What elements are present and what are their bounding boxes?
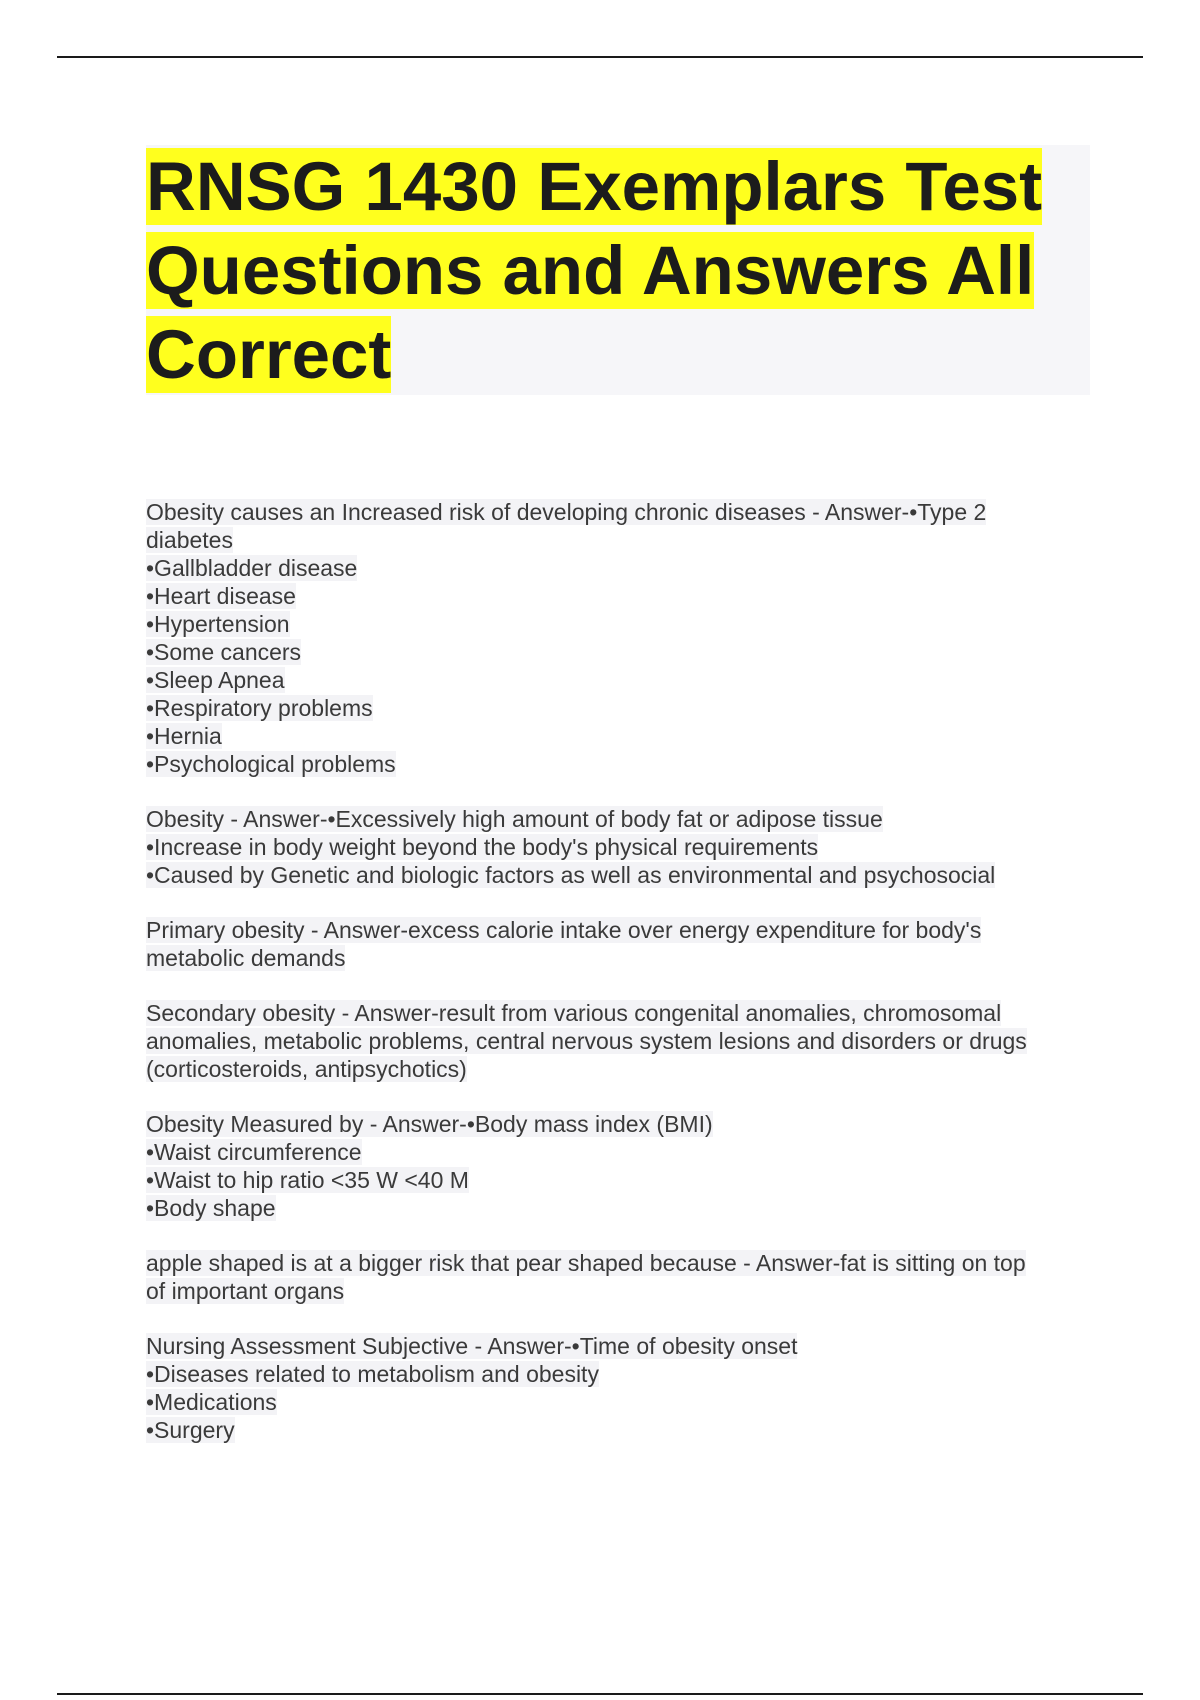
qa-line: •Caused by Genetic and biologic factors as well as environmental and psychosocial xyxy=(146,862,996,888)
qa-line: •Hernia xyxy=(146,723,222,749)
qa-line: •Increase in body weight beyond the body's physical requirements xyxy=(146,834,819,860)
qa-line: Primary obesity - Answer-excess calorie intake over energy expenditure for body's xyxy=(146,917,982,943)
title-line-3: Correct xyxy=(146,316,392,393)
qa-line: •Respiratory problems xyxy=(146,695,373,721)
qa-line: •Waist to hip ratio <35 W <40 M xyxy=(146,1167,469,1193)
qa-line: apple shaped is at a bigger risk that pear shaped because - Answer-fat is sitting on top xyxy=(146,1250,1026,1276)
qa-line: •Surgery xyxy=(146,1417,235,1443)
qa-line: anomalies, metabolic problems, central nervous system lesions and disorders or drugs xyxy=(146,1028,1027,1054)
top-rule xyxy=(57,56,1143,58)
qa-line: of important organs xyxy=(146,1278,345,1304)
qa-line: •Gallbladder disease xyxy=(146,555,358,581)
qa-line: •Body shape xyxy=(146,1195,276,1221)
document-title xyxy=(146,145,1090,397)
qa-entry-obesity-definition xyxy=(146,805,1086,889)
qa-entry-obesity-risks xyxy=(146,498,1086,778)
title-line-2: Questions and Answers All xyxy=(146,232,1035,309)
qa-line: •Diseases related to metabolism and obesity xyxy=(146,1361,599,1387)
bottom-rule xyxy=(57,1693,1143,1695)
qa-line: •Waist circumference xyxy=(146,1139,362,1165)
qa-line: •Medications xyxy=(146,1389,277,1415)
qa-line: Obesity causes an Increased risk of developing chronic diseases - Answer-•Type 2 xyxy=(146,499,987,525)
qa-entry-nursing-assessment xyxy=(146,1332,1086,1444)
qa-line: Obesity Measured by - Answer-•Body mass index (BMI) xyxy=(146,1111,713,1137)
qa-line: •Some cancers xyxy=(146,639,302,665)
qa-line: metabolic demands xyxy=(146,945,346,971)
qa-entry-secondary-obesity xyxy=(146,999,1086,1083)
qa-list xyxy=(146,498,1086,1471)
qa-line: (corticosteroids, antipsychotics) xyxy=(146,1056,467,1082)
qa-line: •Sleep Apnea xyxy=(146,667,285,693)
qa-line: Nursing Assessment Subjective - Answer-•Time of obesity onset xyxy=(146,1333,798,1359)
qa-entry-primary-obesity xyxy=(146,916,1086,972)
qa-line: •Hypertension xyxy=(146,611,290,637)
qa-line: •Psychological problems xyxy=(146,751,396,777)
qa-line: •Heart disease xyxy=(146,583,296,609)
qa-line: diabetes xyxy=(146,527,233,553)
qa-entry-obesity-measured xyxy=(146,1110,1086,1222)
qa-line: Secondary obesity - Answer-result from various congenital anomalies, chromosomal xyxy=(146,1000,1002,1026)
qa-line: Obesity - Answer-•Excessively high amount of body fat or adipose tissue xyxy=(146,806,883,832)
qa-entry-apple-shape xyxy=(146,1249,1086,1305)
title-line-1: RNSG 1430 Exemplars Test xyxy=(146,148,1043,225)
